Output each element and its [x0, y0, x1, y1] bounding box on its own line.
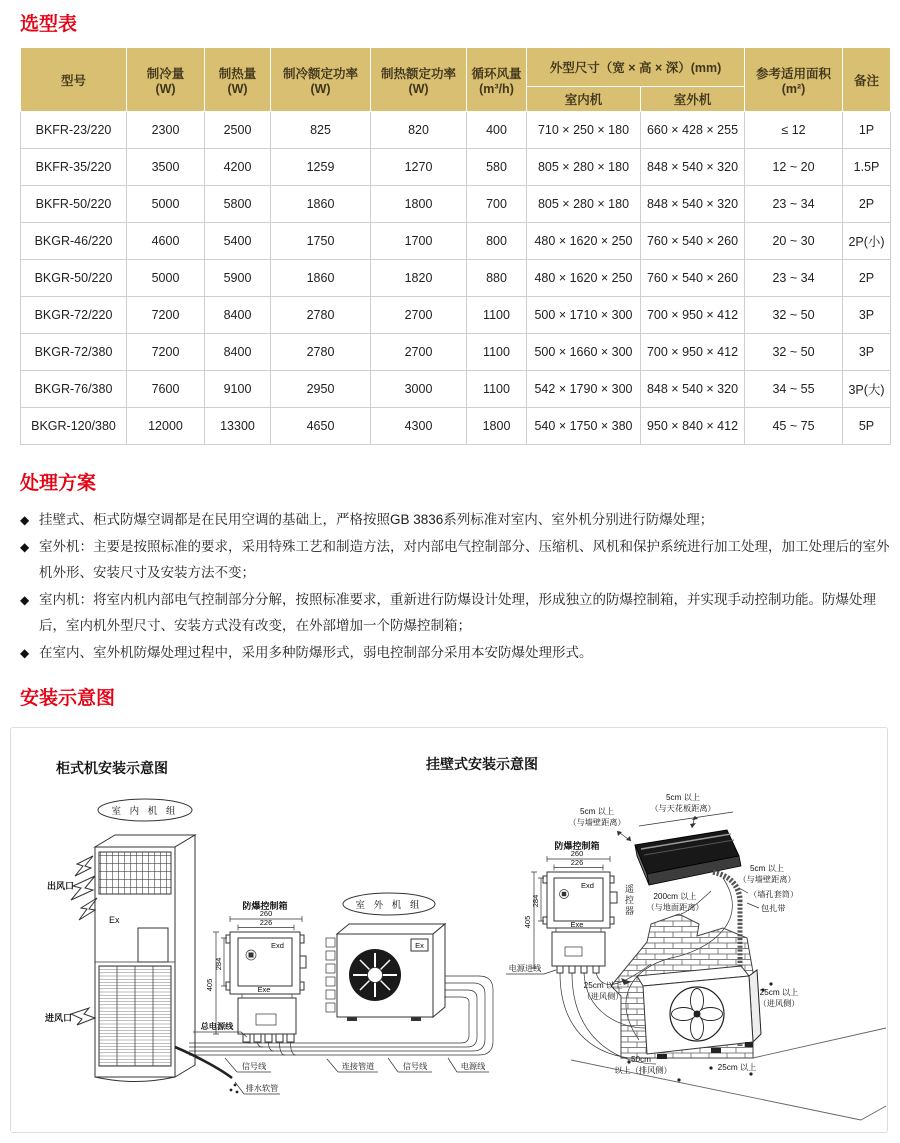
table-cell: 7200	[127, 334, 205, 371]
table-cell: 2P	[843, 186, 891, 223]
table-cell: 825	[271, 112, 371, 149]
air-inlet-label: 进风口	[45, 1013, 73, 1023]
table-cell: 1P	[843, 112, 891, 149]
exe-mark: Exe	[257, 985, 271, 994]
installation-diagram	[11, 728, 887, 1132]
dim-284: 284	[214, 957, 223, 971]
table-cell: 45 ~ 75	[745, 408, 843, 445]
table-cell: 480 × 1620 × 250	[527, 260, 641, 297]
selection-table	[20, 47, 891, 445]
table-cell: 2950	[271, 371, 371, 408]
table-cell: 5000	[127, 260, 205, 297]
diamond-bullet-icon: ◆	[20, 592, 30, 607]
dim-260: 260	[259, 909, 273, 918]
indoor-unit-label: 室 内 机 组	[111, 806, 179, 817]
table-cell: BKGR-50/220	[21, 260, 127, 297]
control-box-label-wall: 防爆控制箱	[554, 841, 600, 851]
cabinet-installation-diagram	[44, 760, 493, 1094]
col-header-indoor: 室内机	[527, 87, 641, 112]
dim-260-wall: 260	[570, 849, 584, 858]
solution-item	[20, 534, 892, 587]
table-cell: 1800	[467, 408, 527, 445]
table-row	[21, 186, 891, 223]
table-cell: 950 × 840 × 412	[641, 408, 745, 445]
table-cell: 848 × 540 × 320	[641, 371, 745, 408]
exd-mark-wall: Exd	[581, 881, 594, 890]
table-row	[21, 149, 891, 186]
table-cell: 2500	[205, 112, 271, 149]
table-cell: 5000	[127, 186, 205, 223]
power-line-label: 电源线	[460, 1062, 486, 1071]
strap-note: 包扎带	[761, 904, 786, 913]
table-cell: BKGR-46/220	[21, 223, 127, 260]
table-cell: 4600	[127, 223, 205, 260]
table-cell: 580	[467, 149, 527, 186]
power-in-label: 电源进线	[508, 964, 542, 973]
table-cell: 700 × 950 × 412	[641, 334, 745, 371]
outlet-clearance-note2: 以上（排风侧）	[614, 1066, 672, 1075]
exe-mark-wall: Exe	[570, 920, 584, 929]
table-cell: 710 × 250 × 180	[527, 112, 641, 149]
table-cell: 12000	[127, 408, 205, 445]
air-out-arrow-icon	[79, 898, 97, 920]
dim-405: 405	[205, 978, 214, 992]
table-cell: 880	[467, 260, 527, 297]
inlet-clearance-left-note2: （进风侧）	[582, 992, 624, 1001]
ceiling-clearance-note: 5cm 以上	[665, 793, 701, 802]
diamond-bullet-icon: ◆	[20, 513, 30, 527]
air-out-arrow-icon	[71, 876, 95, 900]
table-cell: 1.5P	[843, 149, 891, 186]
col-header-dimensions: 外型尺寸（宽 × 高 × 深）(mm)	[527, 48, 745, 87]
table-cell: 1100	[467, 371, 527, 408]
ceiling-clearance-note2: （与天花板距离）	[650, 804, 716, 813]
exd-mark: Exd	[271, 941, 284, 950]
wall-clearance-right-note2: （与墙壁距离）	[738, 875, 796, 884]
outdoor-unit-drawing-cabinet	[326, 924, 445, 1021]
table-cell: 820	[371, 112, 467, 149]
table-cell: 800	[467, 223, 527, 260]
table-cell: 32 ~ 50	[745, 297, 843, 334]
section-title-solution: 处理方案	[20, 473, 97, 494]
col-header-airflow: 循环风量 (m³/h)	[467, 48, 527, 112]
table-cell: 2780	[271, 334, 371, 371]
table-row	[21, 260, 891, 297]
table-cell: 1700	[371, 223, 467, 260]
section-title-installation: 安装示意图	[20, 688, 116, 709]
col-header-cooling: 制冷量 (W)	[127, 48, 205, 112]
diamond-bullet-icon: ◆	[20, 539, 30, 554]
inlet-clearance-right-note: 25cm 以上	[759, 988, 799, 997]
dim-226-wall: 226	[570, 858, 584, 867]
table-cell: 700	[467, 186, 527, 223]
section-title-selection: 选型表	[20, 14, 78, 35]
table-cell: BKGR-120/380	[21, 408, 127, 445]
table-cell: 4200	[205, 149, 271, 186]
floor-clearance-note2: （与地面距离）	[646, 903, 704, 912]
table-cell: 1270	[371, 149, 467, 186]
table-cell: 542 × 1790 × 300	[527, 371, 641, 408]
table-row	[21, 371, 891, 408]
wall-clearance-right-note: 5cm 以上	[749, 864, 785, 873]
solution-item-text: 在室内、室外机防爆处理过程中，采用多种防爆形式，弱电控制部分采用本安防爆处理形式。	[39, 644, 593, 660]
table-row	[21, 334, 891, 371]
table-cell: 32 ~ 50	[745, 334, 843, 371]
col-header-remark: 备注	[843, 48, 891, 112]
solution-list	[20, 507, 892, 666]
table-cell: 2P(小)	[843, 223, 891, 260]
control-box-label: 防爆控制箱	[242, 901, 288, 911]
floor-clearance-note: 200cm 以上	[653, 892, 697, 901]
table-cell: 760 × 540 × 260	[641, 260, 745, 297]
table-cell: 805 × 280 × 180	[527, 149, 641, 186]
table-cell: 2P	[843, 260, 891, 297]
table-cell: 540 × 1750 × 380	[527, 408, 641, 445]
explosionproof-control-box-wall	[523, 840, 634, 973]
outdoor-unit-label: 室 外 机 组	[355, 900, 423, 911]
table-cell: 1100	[467, 297, 527, 334]
table-cell: 660 × 428 × 255	[641, 112, 745, 149]
arrow-icon	[626, 836, 631, 841]
table-cell: 4650	[271, 408, 371, 445]
col-header-heating-power: 制热额定功率 (W)	[371, 48, 467, 112]
air-out-arrow-icon	[75, 856, 93, 876]
wallmount-diagram-title: 挂壁式安装示意图	[426, 756, 538, 772]
table-cell: 3P(大)	[843, 371, 891, 408]
ex-mark-indoor: Ex	[109, 915, 120, 925]
pipe-label: 连接管道	[341, 1062, 375, 1071]
col-header-cooling-power: 制冷额定功率 (W)	[271, 48, 371, 112]
table-cell: BKGR-72/220	[21, 297, 127, 334]
cabinet-unit-drawing	[71, 835, 195, 1082]
cabinet-diagram-title: 柜式机安装示意图	[56, 760, 168, 776]
table-cell: 805 × 280 × 180	[527, 186, 641, 223]
signal-line-label-1: 信号线	[241, 1062, 267, 1071]
table-cell: 3P	[843, 297, 891, 334]
table-cell: 1100	[467, 334, 527, 371]
outlet-clearance-note: 50cm	[630, 1055, 652, 1064]
table-cell: 2700	[371, 297, 467, 334]
table-cell: 1860	[271, 186, 371, 223]
table-cell: 1860	[271, 260, 371, 297]
wrapped-pipe	[713, 872, 740, 900]
solution-item-text: 室外机：主要是按照标准的要求，采用特殊工艺和制造方法，对内部电气控制部分、压缩机、风机和保护系统进行加工处理，加工处理后的室外机外形、安装尺寸及安装方法不变；	[39, 538, 890, 580]
table-row	[21, 223, 891, 260]
signal-line-label-2: 信号线	[402, 1062, 428, 1071]
explosionproof-control-box-cabinet	[205, 900, 306, 1042]
table-cell: 5900	[205, 260, 271, 297]
solution-item-text: 室内机：将室内机内部电气控制部分分解，按照标准要求，重新进行防爆设计处理，形成独立的防爆控制箱，并实现手动控制功能。防爆处理后，室内机外型尺寸、安装方式没有改变，在外部增加一个防爆控制箱；	[39, 591, 876, 633]
table-row	[21, 408, 891, 445]
table-cell: 700 × 950 × 412	[641, 297, 745, 334]
table-cell: 8400	[205, 297, 271, 334]
table-cell: 2700	[371, 334, 467, 371]
table-row	[21, 112, 891, 149]
table-cell: 848 × 540 × 320	[641, 186, 745, 223]
table-cell: 9100	[205, 371, 271, 408]
air-in-arrow-icon	[71, 1008, 95, 1025]
table-cell: 1820	[371, 260, 467, 297]
table-cell: 1800	[371, 186, 467, 223]
col-header-area: 参考适用面积 (m²)	[745, 48, 843, 112]
table-cell: 400	[467, 112, 527, 149]
diamond-bullet-icon: ◆	[20, 645, 30, 660]
ex-mark-outdoor: Ex	[415, 941, 424, 950]
installation-diagram-box	[10, 727, 888, 1133]
inlet-clearance-left-note: 25cm 以上	[583, 981, 623, 990]
table-cell: 848 × 540 × 320	[641, 149, 745, 186]
table-cell: 500 × 1710 × 300	[527, 297, 641, 334]
solution-item	[20, 640, 892, 667]
table-cell: 5P	[843, 408, 891, 445]
table-cell: 3P	[843, 334, 891, 371]
table-cell: 1259	[271, 149, 371, 186]
table-cell: 23 ~ 34	[745, 260, 843, 297]
table-cell: 3000	[371, 371, 467, 408]
solution-item	[20, 587, 892, 640]
inlet-clearance-right-note2: （进风侧）	[758, 999, 800, 1008]
solution-item	[20, 507, 892, 534]
col-header-model: 型号	[21, 48, 127, 112]
solution-item-text: 挂壁式、柜式防爆空调都是在民用空调的基础上，严格按照GB 3836系列标准对室内、室外机分别进行防爆处理；	[39, 512, 714, 527]
table-cell: 12 ~ 20	[745, 149, 843, 186]
table-cell: 23 ~ 34	[745, 186, 843, 223]
table-cell: BKFR-23/220	[21, 112, 127, 149]
table-cell: BKGR-72/380	[21, 334, 127, 371]
wall-sleeve-note: （墙孔套筒）	[749, 890, 799, 899]
table-cell: 34 ~ 55	[745, 371, 843, 408]
table-cell: 1750	[271, 223, 371, 260]
table-cell: 480 × 1620 × 250	[527, 223, 641, 260]
table-cell: 5800	[205, 186, 271, 223]
table-cell: BKFR-50/220	[21, 186, 127, 223]
wallmount-installation-diagram	[425, 756, 886, 1120]
main-power-label: 总电源线	[200, 1022, 234, 1031]
table-row	[21, 297, 891, 334]
drain-hose-label: 排水软管	[245, 1084, 279, 1093]
table-cell: BKFR-35/220	[21, 149, 127, 186]
table-cell: 2300	[127, 112, 205, 149]
dim-405-wall: 405	[523, 915, 532, 929]
arrow-icon	[690, 823, 696, 828]
dim-284-wall: 284	[531, 894, 540, 908]
table-cell: 13300	[205, 408, 271, 445]
remote-control-label: 遥控器	[624, 884, 634, 917]
wall-clearance-left-note: 5cm 以上	[579, 807, 615, 816]
table-cell: 5400	[205, 223, 271, 260]
table-cell: 7600	[127, 371, 205, 408]
wall-clearance-left-note2: （与墙壁距离）	[568, 818, 626, 827]
table-cell: 8400	[205, 334, 271, 371]
air-outlet-label: 出风口	[47, 881, 75, 891]
col-header-heating: 制热量 (W)	[205, 48, 271, 112]
table-cell: BKGR-76/380	[21, 371, 127, 408]
table-cell: 760 × 540 × 260	[641, 223, 745, 260]
table-cell: ≤ 12	[745, 112, 843, 149]
table-cell: 7200	[127, 297, 205, 334]
table-cell: 3500	[127, 149, 205, 186]
table-cell: 500 × 1660 × 300	[527, 334, 641, 371]
bottom-clearance-note: 25cm 以上	[717, 1063, 757, 1072]
col-header-outdoor: 室外机	[641, 87, 745, 112]
table-cell: 2780	[271, 297, 371, 334]
table-cell: 4300	[371, 408, 467, 445]
dim-226: 226	[259, 918, 273, 927]
arrow-icon	[617, 831, 622, 836]
table-cell: 20 ~ 30	[745, 223, 843, 260]
